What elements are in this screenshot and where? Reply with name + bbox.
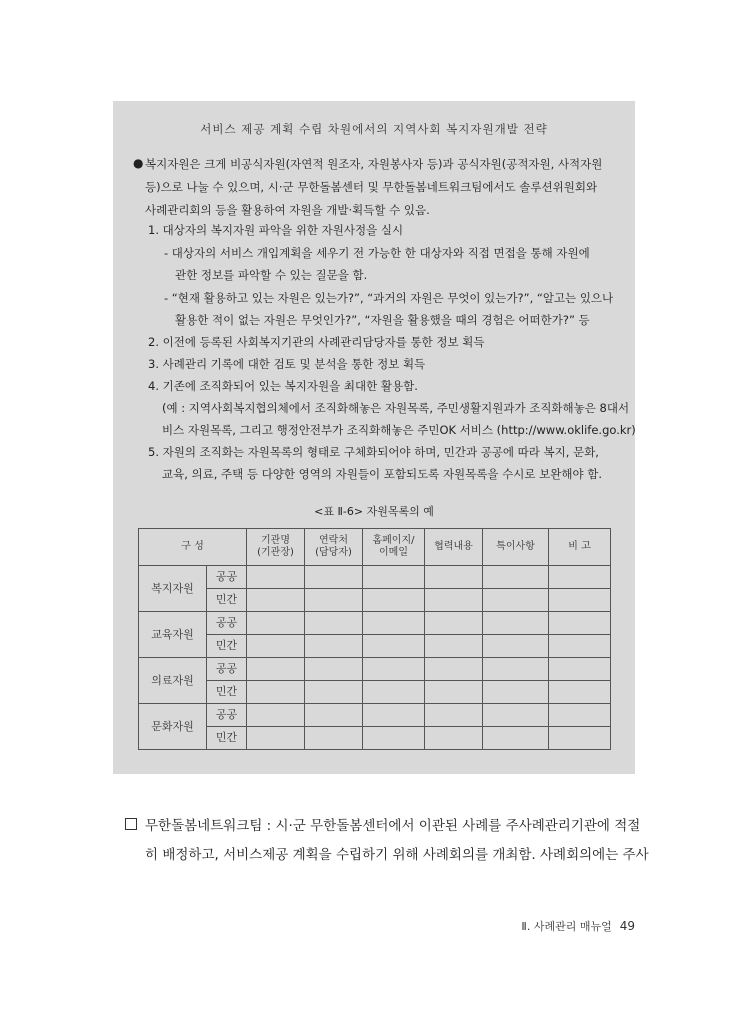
group-label: 의료자원 [139,658,207,704]
box-line: 2. 이전에 등록된 사회복지기관의 사례관리담당자를 통한 정보 획득 [148,335,485,349]
table-row [139,566,611,589]
box-line: (예 : 지역사회복지협의체에서 조직화해놓은 자원목록, 주민생활지원과가 조직화해놓은 8대서 [162,401,630,415]
box-line: 1. 대상자의 복지자원 파악을 위한 자원사정을 실시 [148,223,404,237]
page-footer [521,918,635,934]
box-line: - 대상자의 서비스 개입계획을 세우기 전 가능한 한 대상자와 직접 면접을 통해 자원에 [164,246,590,260]
header-contact: 연락처 (담당자) [305,529,363,566]
page-number: 49 [619,919,635,933]
table-row [139,635,611,658]
sector-label: 공공 [207,612,247,635]
box-line: 등)으로 나눌 수 있으며, 시·군 무한돌봄센터 및 무한돌봄네트워크팀에서도 솔루션위원회와 [145,180,598,194]
sector-label: 공공 [207,658,247,681]
resource-table [138,528,611,750]
box-line: 4. 기존에 조직화되어 있는 복지자원을 최대한 활용함. [148,379,418,393]
group-label: 복지자원 [139,566,207,612]
body-paragraph [125,812,649,870]
table-header-row [139,529,611,566]
box-line: 5. 자원의 조직화는 자원목록의 형태로 구체화되어야 하며, 민간과 공공에 따라 복지, 문화, [148,445,599,459]
square-bullet-icon [125,818,137,830]
box-line: 복지자원은 크게 비공식자원(자연적 원조자, 자원봉사자 등)과 공식자원(공적자원, 사적자원 [145,157,603,171]
table-caption: <표 Ⅱ-6> 자원목록의 예 [314,505,434,518]
sector-label: 민간 [207,681,247,704]
header-web: 홈페이지/ 이메일 [363,529,425,566]
footer-section: Ⅱ. 사례관리 매뉴얼 [521,920,612,933]
box-line: 3. 사례관리 기록에 대한 검토 및 분석을 통한 정보 획득 [148,357,426,371]
table-row [139,727,611,750]
group-label: 교육자원 [139,612,207,658]
header-coop: 협력내용 [425,529,483,566]
sector-label: 공공 [207,704,247,727]
bullet-icon: ● [133,156,144,170]
table-row [139,658,611,681]
table-row [139,704,611,727]
paragraph-line: 무한돌봄네트워크팀 : 시·군 무한돌봄센터에서 이관된 사례를 주사례관리기관에 적절 [125,812,645,841]
paragraph-line: 히 배정하고, 서비스제공 계획을 수립하기 위해 사례회의를 개최함. 사례회의에는 주사 [145,847,649,863]
box-line: - “현재 활용하고 있는 자원은 있는가?”, “과거의 자원은 무엇이 있는가?”, “알고는 있으나 [164,291,614,305]
box-line: 활용한 적이 없는 자원은 무엇인가?”, “자원을 활용했을 때의 경험은 어떠한가?” 등 [175,313,590,327]
header-category: 구 성 [139,529,247,566]
table-row [139,589,611,612]
box-title: 서비스 제공 계획 수립 차원에서의 지역사회 복지자원개발 전략 [200,122,548,136]
header-org: 기관명 (기관장) [247,529,305,566]
table-row [139,612,611,635]
sector-label: 민간 [207,589,247,612]
group-label: 문화자원 [139,704,207,750]
sector-label: 공공 [207,566,247,589]
box-line: 관한 정보를 파악할 수 있는 질문을 함. [175,268,368,282]
box-line: 비스 자원목록, 그리고 행정안전부가 조직화해놓은 주민OK 서비스 (http://www.oklife.go.kr) [162,423,636,437]
sector-label: 민간 [207,635,247,658]
sector-label: 민간 [207,727,247,750]
box-line: 사례관리회의 등을 활용하여 자원을 개발·획득할 수 있음. [145,203,430,217]
table-row [139,681,611,704]
header-notes: 특이사항 [483,529,549,566]
strategy-box [113,101,635,774]
box-line: 교육, 의료, 주택 등 다양한 영역의 자원들이 포함되도록 자원목록을 수시로 보완해야 함. [162,467,602,481]
header-remarks: 비 고 [549,529,611,566]
